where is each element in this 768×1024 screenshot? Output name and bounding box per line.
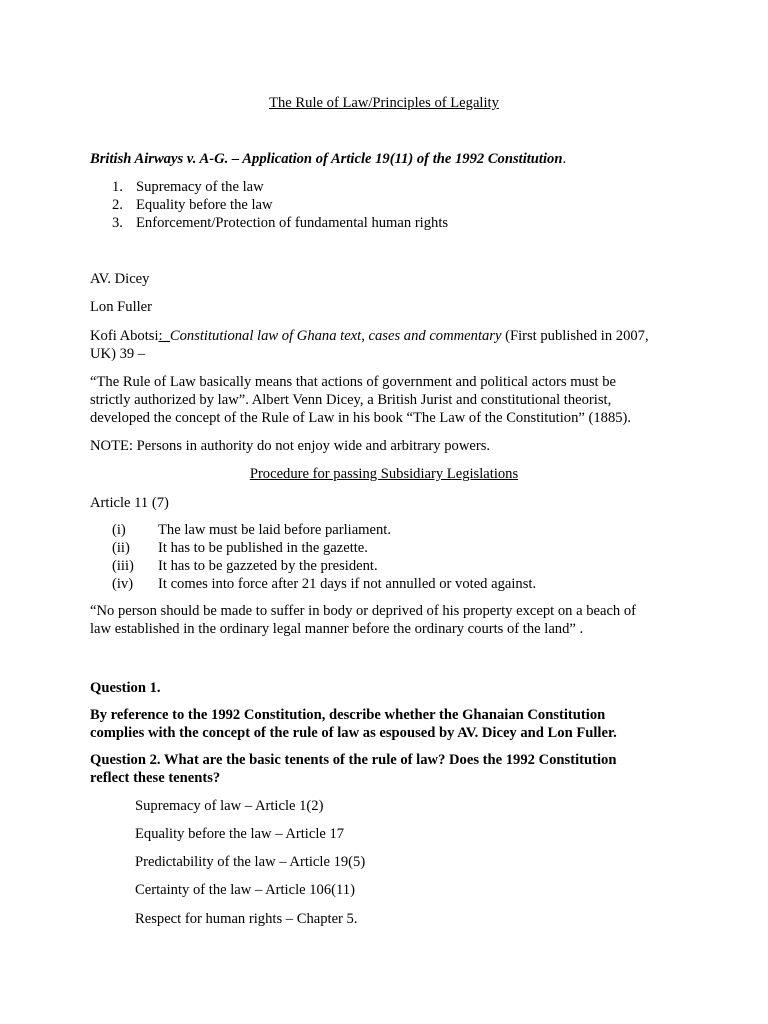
procedure-heading: Procedure for passing Subsidiary Legislations — [249, 466, 519, 482]
list-number: (i) — [112, 522, 126, 538]
case-reference — [90, 150, 680, 168]
dicey-quote — [90, 373, 680, 427]
citation-line-1 — [90, 327, 680, 345]
case-reference-text: British Airways v. A-G. – Application of Article 19(11) of the 1992 Constitution — [90, 151, 563, 167]
citation-author: Kofi Abotsi — [90, 328, 159, 344]
citation-publication: (First published in 2007, — [501, 328, 649, 344]
procedure-steps — [112, 521, 672, 593]
author-fuller: Lon Fuller — [90, 299, 153, 315]
principles-list — [90, 178, 690, 232]
tenet-item: Certainty of the law – Article 106(11) — [135, 882, 355, 898]
list-number: 3. — [112, 215, 123, 231]
list-number: (ii) — [112, 540, 130, 556]
citation-book-title: Constitutional law of Ghana text, cases and commentary — [169, 328, 502, 344]
paragraph-line: strictly authorized by law”. Albert Venn Dicey, a British Jurist and constitutional theorist, — [90, 392, 612, 408]
paragraph-line: “The Rule of Law basically means that actions of government and political actors must be — [90, 374, 617, 390]
list-number: (iv) — [112, 576, 134, 592]
document-title: The Rule of Law/Principles of Legality — [269, 95, 499, 111]
paragraph-line: law established in the ordinary legal manner before the ordinary courts of the land” . — [90, 621, 584, 637]
list-text: It has to be gazzeted by the president. — [158, 558, 378, 574]
citation — [90, 327, 680, 363]
list-item — [90, 196, 690, 214]
list-number: 2. — [112, 197, 123, 213]
list-item — [112, 539, 672, 557]
list-text: Supremacy of the law — [136, 179, 264, 195]
article-reference: Article 11 (7) — [90, 495, 169, 511]
list-number: (iii) — [112, 558, 134, 574]
note: NOTE: Persons in authority do not enjoy wide and arbitrary powers. — [90, 438, 491, 454]
question-2-text — [90, 751, 680, 787]
list-number: 1. — [112, 179, 123, 195]
list-text: Enforcement/Protection of fundamental human rights — [136, 215, 449, 231]
list-text: It comes into force after 21 days if not annulled or voted against. — [158, 576, 537, 592]
tenet-item: Supremacy of law – Article 1(2) — [135, 798, 324, 814]
list-item — [90, 214, 690, 232]
quote-paragraph — [90, 602, 680, 638]
citation-separator: :_ — [158, 328, 170, 344]
list-item — [90, 178, 690, 196]
list-item — [112, 557, 672, 575]
list-text: The law must be laid before parliament. — [158, 522, 392, 538]
list-text: Equality before the law — [136, 197, 273, 213]
paragraph-line: Question 2. What are the basic tenents of the rule of law? Does the 1992 Constitution — [90, 752, 617, 768]
citation-line-2: UK) 39 – — [90, 346, 146, 362]
paragraph-line: “No person should be made to suffer in body or deprived of his property except on a beach of — [90, 603, 637, 619]
question-1-label: Question 1. — [90, 680, 161, 696]
paragraph-line: By reference to the 1992 Constitution, describe whether the Ghanaian Constitution — [90, 707, 606, 723]
question-1-text — [90, 706, 680, 742]
tenet-item: Respect for human rights – Chapter 5. — [135, 911, 358, 927]
tenet-item: Predictability of the law – Article 19(5) — [135, 854, 366, 870]
list-item — [112, 521, 672, 539]
list-text: It has to be published in the gazette. — [158, 540, 368, 556]
paragraph-line: developed the concept of the Rule of Law in his book “The Law of the Constitution” (1885). — [90, 410, 632, 426]
tenet-item: Equality before the law – Article 17 — [135, 826, 345, 842]
list-item — [112, 575, 672, 593]
case-reference-period: . — [562, 151, 567, 167]
paragraph-line: reflect these tenents? — [90, 770, 221, 786]
author-dicey: AV. Dicey — [90, 271, 150, 287]
paragraph-line: complies with the concept of the rule of law as espoused by AV. Dicey and Lon Fuller. — [90, 725, 617, 741]
